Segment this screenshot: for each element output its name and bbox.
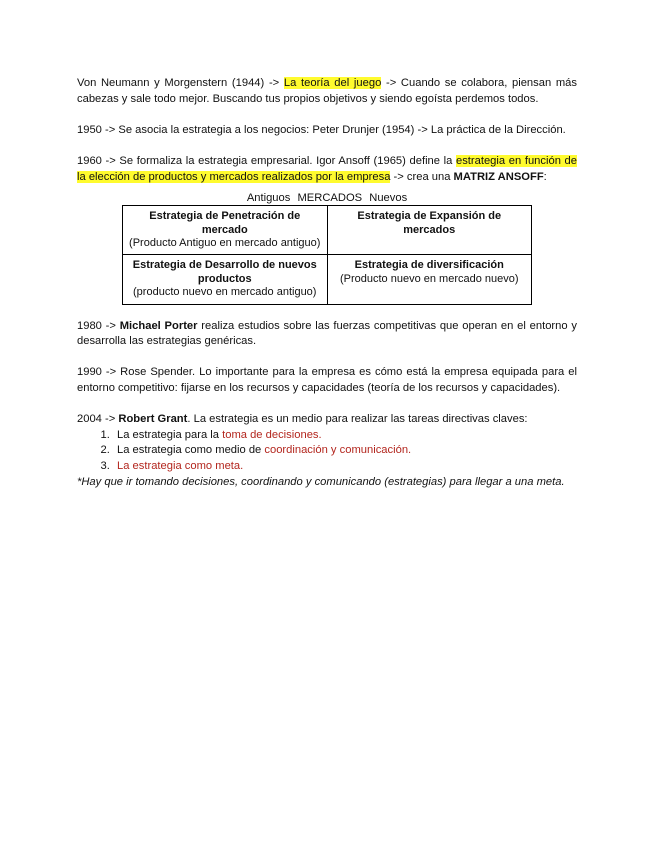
paragraph-2004 <box>77 412 577 428</box>
table-row <box>123 255 532 304</box>
bold-text: MATRIZ ANSOFF <box>453 170 544 183</box>
text-segment: realiza estudios sobre las fuerzas competitivas que operan en el entorno y desarrolla las estrategias genéricas. <box>77 319 577 348</box>
text-segment: 1990 -> Rose Spender. Lo importante para la empresa es cómo está la empresa equipada para el entorno competitivo: fijarse en los recursos y capacidades (teoría de los recursos y capacidades). <box>77 366 577 394</box>
paragraph-1980 <box>77 319 577 350</box>
cell-title: Estrategia de Expansión de mercados <box>357 210 502 236</box>
matrix-cell-expansion <box>327 206 532 255</box>
list-item <box>113 443 577 459</box>
numbered-list <box>77 428 577 475</box>
text-segment: 1950 -> Se asocia la estrategia a los negocios: Peter Drunjer (1954) -> La práctica de la Dirección. <box>77 123 566 136</box>
cell-description: (producto nuevo en mercado antiguo) <box>133 286 317 299</box>
bold-text: Michael Porter <box>119 319 198 332</box>
highlighted-text: estrategia en función de la elección de productos y mercados realizados por la empresa <box>77 154 577 183</box>
highlighted-text: La teoría del juego <box>283 77 382 89</box>
list-item-text: La estrategia para la <box>117 428 223 441</box>
list-item-red-text: toma de decisiones. <box>222 428 322 441</box>
italic-note: *Hay que ir tomando decisiones, coordinando y comunicando (estrategias) para llegar a una meta. <box>77 475 565 488</box>
list-item <box>113 459 577 475</box>
list-item-red-text: La estrategia como meta. <box>117 459 244 472</box>
paragraph-game-theory <box>77 76 577 107</box>
cell-title: Estrategia de diversificación <box>354 259 504 272</box>
list-item-text: La estrategia como medio de <box>117 444 265 457</box>
text-segment: 1960 -> Se formaliza la estrategia empresarial. Igor Ansoff (1965) define la <box>77 154 456 167</box>
matrix-header-markets: MERCADOS <box>297 192 363 205</box>
matrix-header-new: Nuevos <box>369 192 408 205</box>
paragraph-1960 <box>77 154 577 185</box>
text-segment: 2004 -> <box>77 413 119 426</box>
bold-text: Robert Grant <box>118 413 188 426</box>
matrix-header-old: Antiguos <box>246 192 291 205</box>
document-page <box>77 76 577 490</box>
paragraph-1990 <box>77 365 577 396</box>
text-segment: -> crea una <box>390 170 454 183</box>
cell-description: (Producto Antiguo en mercado antiguo) <box>129 236 321 249</box>
matrix-cell-development <box>123 255 328 304</box>
matrix-cell-diversification <box>327 255 532 304</box>
text-segment: : <box>543 170 547 183</box>
text-segment: -> Cuando se colabora, piensan más cabezas y sale todo mejor. Buscando tus propios objetivos y siendo egoísta perdemos todos. <box>77 77 577 105</box>
paragraph-1950 <box>77 123 577 139</box>
cell-title: Estrategia de Penetración de mercado <box>149 210 301 236</box>
list-item-red-text: coordinación y comunicación. <box>264 444 412 457</box>
ansoff-matrix <box>122 205 532 304</box>
cell-title: Estrategia de Desarrollo de nuevos productos <box>132 259 317 285</box>
matrix-header <box>77 191 577 205</box>
cell-description: (Producto nuevo en mercado nuevo) <box>339 272 519 285</box>
table-row <box>123 206 532 255</box>
list-item <box>113 428 577 444</box>
matrix-cell-penetration <box>123 206 328 255</box>
text-segment: . La estrategia es un medio para realizar las tareas directivas claves: <box>187 413 528 426</box>
text-segment: 1980 -> <box>77 319 120 332</box>
text-segment: Von Neumann y Morgenstern (1944) -> <box>77 77 284 89</box>
